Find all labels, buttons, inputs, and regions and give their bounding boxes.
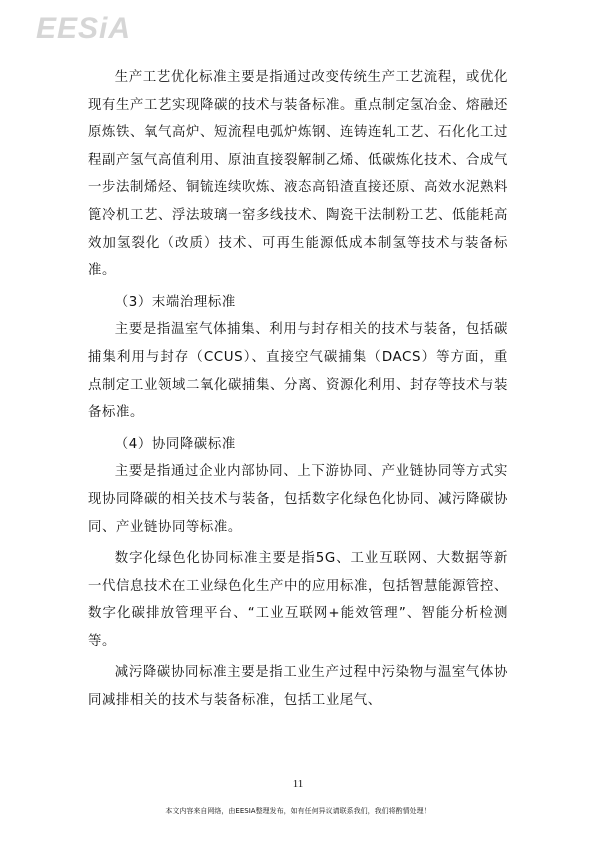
paragraph-digital-green: 数字化绿色化协同标准主要是指5G、工业互联网、大数据等新一代信息技术在工业绿色化生产中的应用标准，包括智慧能源管控、数字化碳排放管理平台、“工业互联网+能效管理”、智能分析检测等。 [88, 551, 508, 649]
page-number: 11 [292, 778, 304, 790]
paragraph-synergy: 主要是指通过企业内部协同、上下游协同、产业链协同等方式实现协同降碳的相关技术与装备，包括数字化绿色化协同、减污降碳协同、产业链协同等标准。 [88, 464, 508, 535]
section-heading-end-treatment: （3）末端治理标准 [114, 294, 236, 310]
paragraph-end-treatment: 主要是指温室气体捕集、利用与封存相关的技术与装备，包括碳捕集利用与封存（CCUS）、直接空气碳捕集（DACS）等方面，重点制定工业领域二氧化碳捕集、分离、资源化利用、封存等技术与装备标准。 [88, 322, 508, 421]
document-body [88, 64, 508, 715]
paragraph-process-optimization: 生产工艺优化标准主要是指通过改变传统生产工艺流程，或优化现有生产工艺实现降碳的技术与装备标准。重点制定氢冶金、熔融还原炼铁、氧气高炉、短流程电弧炉炼钢、连铸连轧工艺、石化化工过程副产氢气高值利用、原油直接裂解制乙烯、低碳炼化技术、合成气一步法制烯烃、铜锍连续吹炼、液态高铅渣直接还原、高效水泥熟料篦冷机工艺、浮法玻璃一窑多线技术、陶瓷干法制粉工艺、低能耗高效加氢裂化（改质）技术、可再生能源低成本制氢等技术与装备标准。 [88, 70, 508, 279]
footer-disclaimer: 本文内容来自网络，由EESIA整理发布，如有任何异议请联系我们，我们将酌情处理！ [165, 807, 431, 815]
section-heading-synergy: （4）协同降碳标准 [114, 436, 236, 452]
eesia-logo: EESiA [36, 12, 132, 45]
paragraph-pollution-carbon: 减污降碳协同标准主要是指工业生产过程中污染物与温室气体协同减排相关的技术与装备标准，包括工业尾气、 [88, 665, 508, 709]
